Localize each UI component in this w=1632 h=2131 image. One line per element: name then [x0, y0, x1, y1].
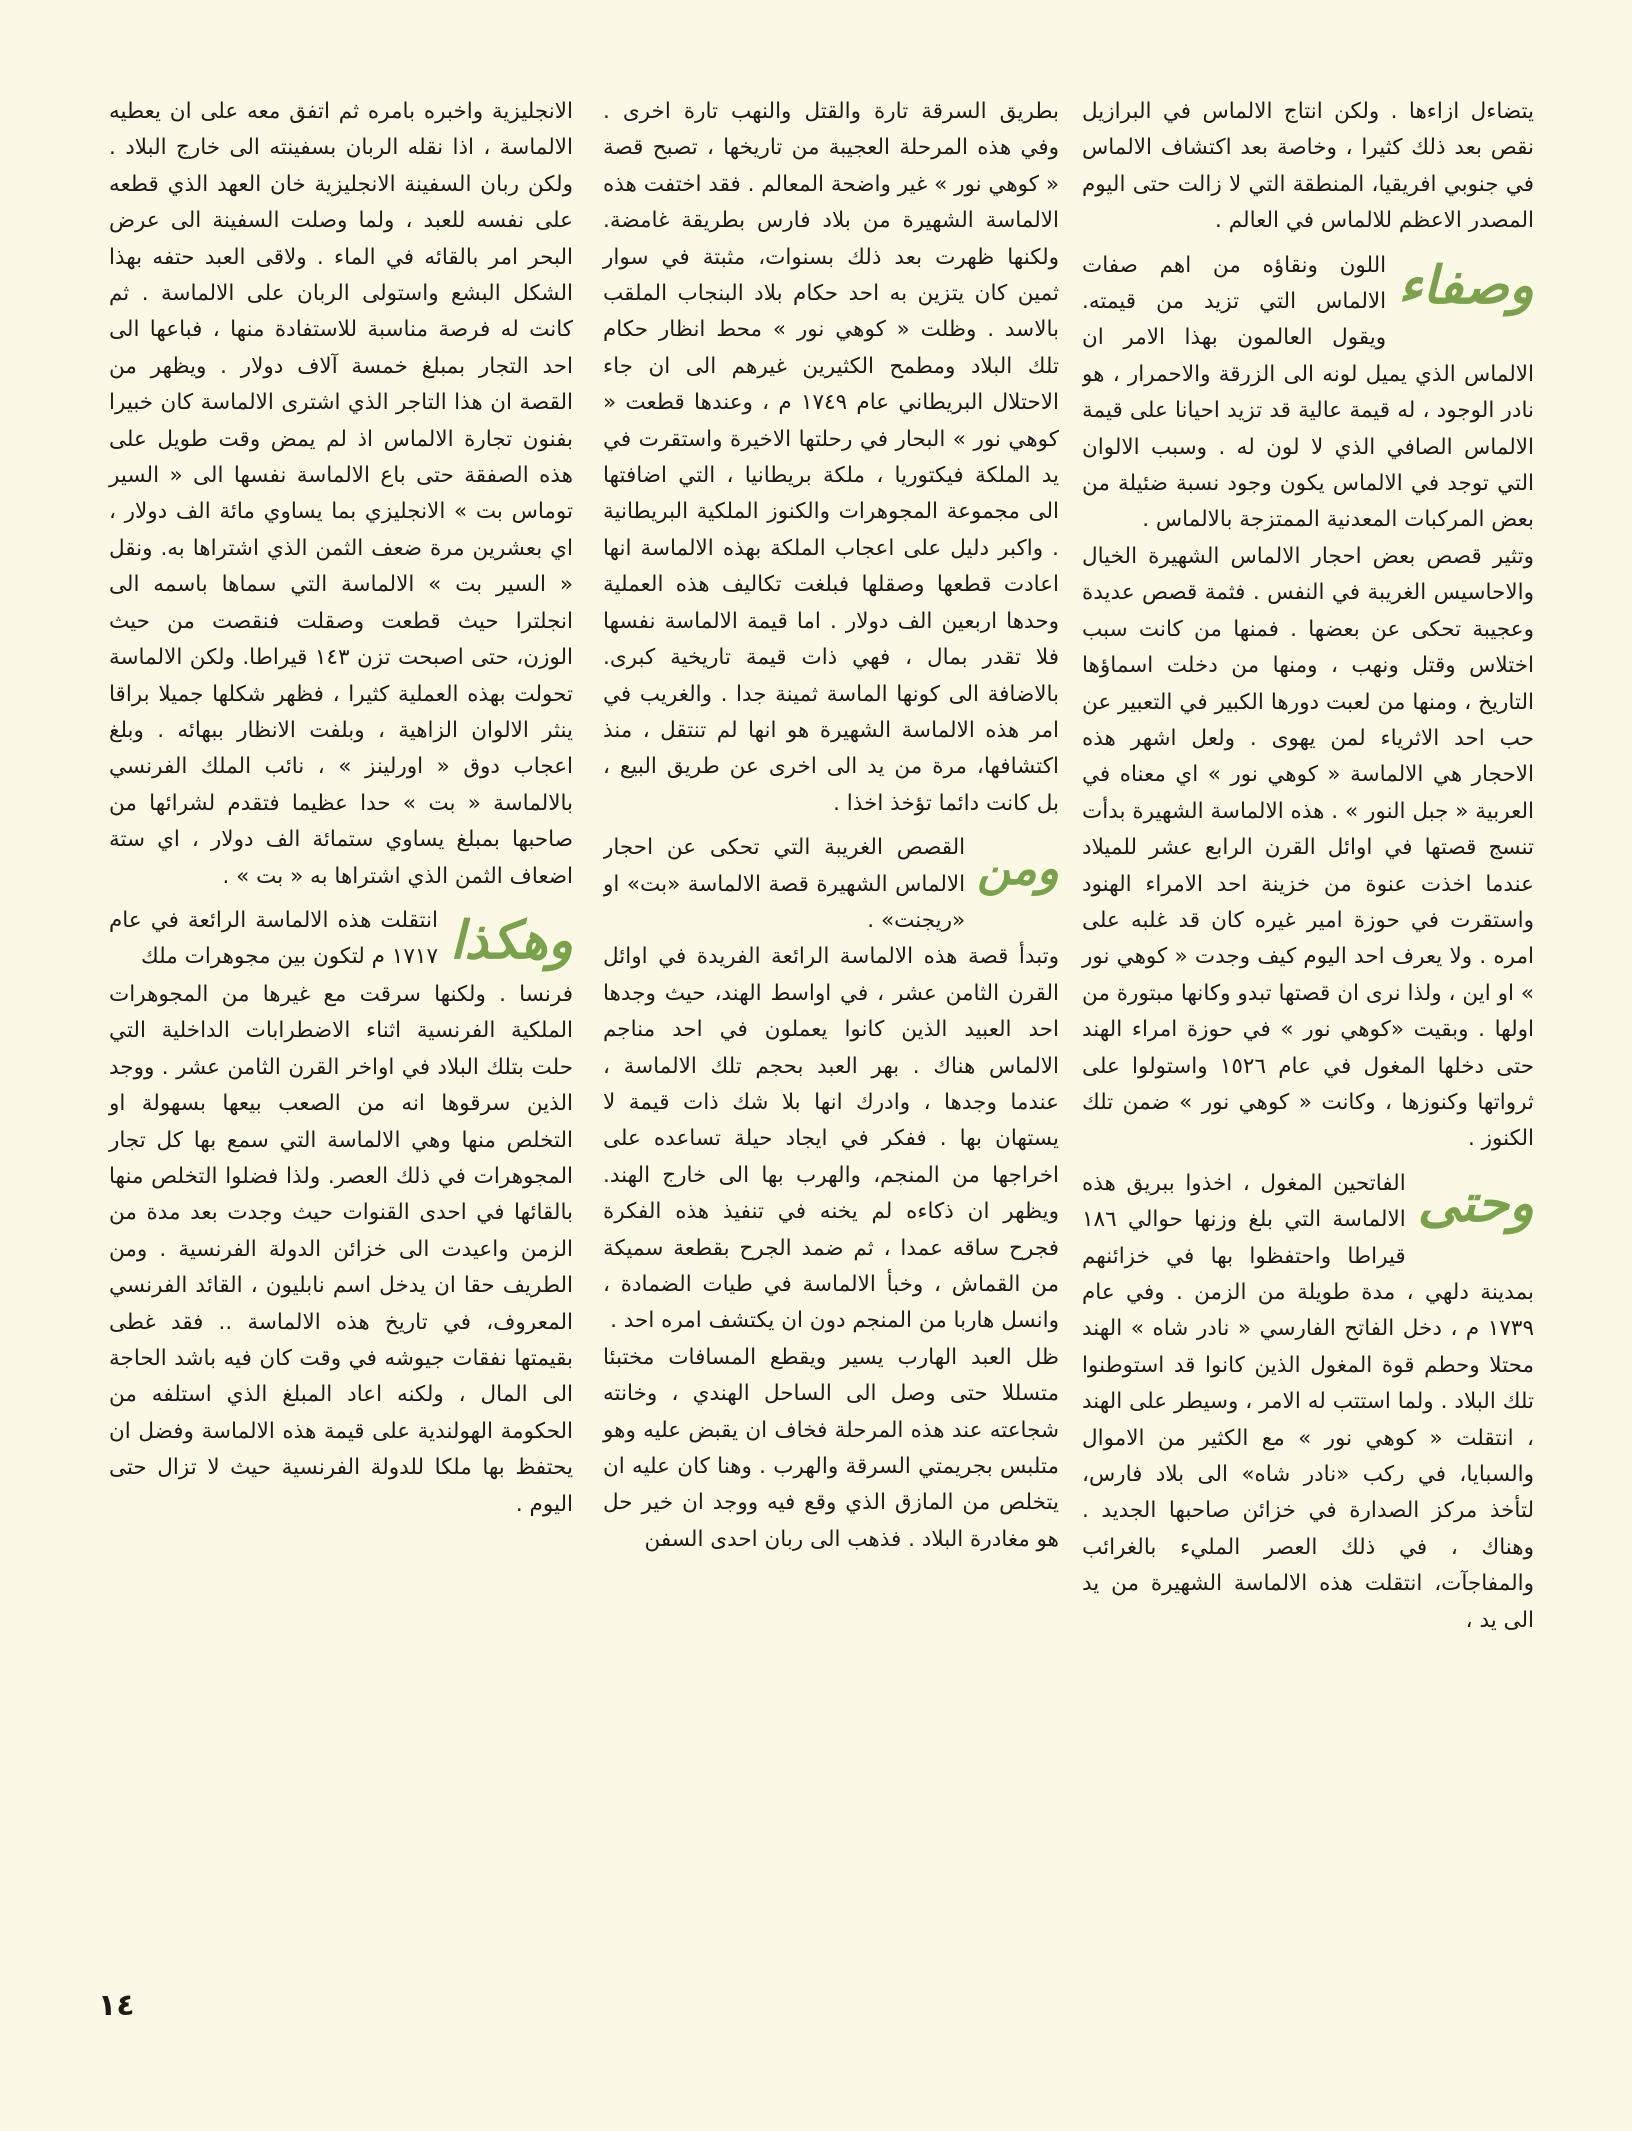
paragraph: وتثير قصص بعض احجار الالماس الشهيرة الخيال والاحاسيس الغريبة في النفس . فثمة قصص عديدة وعجيبة تحكى عن بعضها . فمنها من كانت سبب اختلاس وقتل ونهب ، ومنها من دخلت اسماؤها التاريخ ، ومنها من لعبت دورها الكبير في التعبير عن حب احد الاثرياء لمن يهوى . ولعل اشهر هذه الاحجار هي الالماسة « كوهي نور » اي معناه في العربية « جبل النور » . هذه الالماسة الشهيرة بدأت تنسج قصتها في اوائل القرن الرابع عشر للميلاد عندما اخذت عنوة من خزينة احد الامراء الهنود واستقرت في حوزة امير غيره كان قد غلبه على امره . ولا يعرف احد اليوم كيف وجدت « كوهي نور » او اين ، ولذا نرى ان قصتها تبدو وكانها مبتورة من اولها . وبقيت «كوهي نور » في حوزة امراء الهند حتى دخلها المغول في عام ١٥٢٦ واستولوا على ثرواتها وكنوزها ، وكانت « كوهي نور » ضمن تلك الكنوز .: [1082, 543, 1534, 1152]
paragraph: انتقلت هذه الالماسة الرائعة في عام ١٧١٧ م لتكون بين مجوهرات ملك: [109, 907, 438, 970]
article-column-left: [109, 94, 573, 1523]
section-lead-word: ومن: [977, 841, 1059, 896]
paragraph: الفاتحين المغول ، اخذوا ببريق هذه الالماسة التي بلغ وزنها حوالي ١٨٦ قيراطا واحتفظوا بها في خزائنهم بمدينة دلهي ، مدة طويلة من الزمن . وفي عام ١٧٣٩ م ، دخل الفاتح الفارسي « نادر شاه » الهند محتلا وحطم قوة المغول الذين كانوا قد استوطنوا تلك البلاد . ولما استتب له الامر ، وسيطر على الهند ، انتقلت « كوهي نور » مع الكثير من الاموال والسبايا، في ركب «نادر شاه» الى بلاد فارس، لتأخذ مركز الصدارة في خزائن صاحبها الجديد . وهناك ، في ذلك العصر المليء بالغرائب والمفاجآت، انتقلت هذه الالماسة الشهيرة من يد الى يد ،: [1082, 1170, 1534, 1633]
paragraph: بطريق السرقة تارة والقتل والنهب تارة اخرى . وفي هذه المرحلة العجيبة من تاريخها ، تصبح قصة « كوهي نور » غير واضحة المعالم . فقد اختفت هذه الالماسة الشهيرة من بلاد فارس بطريقة غامضة. ولكنها ظهرت بعد ذلك بسنوات، مثبتة في سوار ثمين كان يتزين به احد حكام بلاد البنجاب الملقب بالاسد . وظلت « كوهي نور » محط انظار حكام تلك البلاد ومطمح الكثيرين غيرهم الى ان جاء الاحتلال البريطاني عام ١٧٤٩ م ، وعندها قطعت « كوهي نور » البحار في رحلتها الاخيرة واستقرت في يد الملكة فيكتوريا ، ملكة بريطانيا ، التي اضافتها الى مجموعة المجوهرات والكنوز الملكية البريطانية . واكبر دليل على اعجاب الملكة بهذه الالماسة انها اعادت قطعها وصقلها فبلغت تكاليف هذه العملية وحدها اربعين الف دولار . اما قيمة الالماسة نفسها فلا تقدر بمال ، فهي ذات قيمة تاريخية كبرى. بالاضافة الى كونها الماسة ثمينة جدا . والغريب في امر هذه الالماسة الشهيرة هو انها لم تنتقل ، منذ اكتشافها، مرة من يد الى اخرى عن طريق البيع ، بل كانت دائما تؤخذ اخذا .: [603, 99, 1059, 816]
paragraph: ظل العبد الهارب يسير ويقطع المسافات مختبئا متسللا حتى وصل الى الساحل الهندي ، وخانته شجاعته عند هذه المرحلة فخاف ان يقبض عليه وهو متلبس بجريمتي السرقة والهرب . وهنا كان عليه ان يتخلص من المازق الذي وقع فيه ووجد ان خير حل هو مغادرة البلاد . فذهب الى ربان احدى السفن: [603, 1344, 1059, 1552]
section-lead-word: وصفاء: [1398, 254, 1534, 316]
page-number: ١٤: [98, 1988, 135, 2023]
article-column-middle: [603, 94, 1059, 1558]
section-clarity: [1082, 248, 1534, 539]
paragraph: فرنسا . ولكنها سرقت مع غيرها من المجوهرات الملكية الفرنسية اثناء الاضطرابات الداخلية التي حلت بتلك البلاد في اواخر القرن الثامن عشر . ووجد الذين سرقوها انه من الصعب بيعها بسهولة او التخلص منها وهي الالماسة التي سمع بها كل تجار المجوهرات في ذلك العصر. ولذا فضلوا التخلص منها بالقائها في احدى القنوات حيث وجدت بعد مدة من الزمن واعيدت الى خزائن الدولة الفرنسية . ومن الطريف حقا ان يدخل اسم نابليون ، القائد الفرنسي المعروف، في تاريخ هذه الالماسة .. فقد غطى بقيمتها نفقات جيوشه في وقت كان فيه باشد الحاجة الى المال ، ولكنه اعاد المبلغ الذي استلفه من الحكومة الهولندية على قيمة هذه الالماسة وفضل ان يحتفظ بها ملكا للدولة الفرنسية حيث لا تزال حتى اليوم .: [109, 981, 573, 1517]
section-conquerors: [1082, 1166, 1534, 1639]
section-lead-word: وهكذا: [450, 909, 573, 971]
paragraph: اللون ونقاؤه من اهم صفات الالماس التي تزيد من قيمته. ويقول العالمون بهذا الامر ان الالماس الذي يميل لونه الى الزرقة والاحمرار ، هو نادر الوجود ، له قيمة عالية قد تزيد احيانا على قيمة الالماس الصافي الذي لا لون له . وسبب الالوان التي توجد في الالماس يكون وجود نسبة ضئيلة من بعض المركبات المعدنية الممتزجة بالالماس .: [1082, 252, 1534, 533]
section-thus: [109, 903, 573, 977]
paragraph: وتبدأ قصة هذه الالماسة الرائعة الفريدة في اوائل القرن الثامن عشر ، في اواسط الهند، حيث وجدها احد العبيد الذين كانوا يعملون في احد مناجم الالماس هناك . بهر العبد بحجم تلك الالماسة ، عندما وجدها ، وادرك انها بلا شك ذات قيمة لا يستهان بها . ففكر في ايجاد حيلة تساعده على اخراجها من المنجم، والهرب بها الى خارج الهند. ويظهر ان ذكاءه لم يخنه في تنفيذ هذه الفكرة فجرح ساقه عمدا ، ثم ضمد الجرح بقطعة سميكة من القماش ، وخبأ الالماسة في طيات الضمادة ، وانسل هاربا من المنجم دون ان يكتشف امره احد .: [603, 944, 1059, 1334]
paragraph: الانجليزية واخبره بامره ثم اتفق معه على ان يعطيه الالماسة ، اذا نقله الربان بسفينته الى خارج البلاد . ولكن ربان السفينة الانجليزية خان العهد الذي قطعه على نفسه للعبد ، ولما وصلت السفينة الى عرض البحر امر بالقائه في الماء . ولاقى العبد حتفه بهذا الشكل البشع واستولى الربان على الالماسة . ثم كانت له فرصة مناسبة للاستفادة منها ، فباعها الى احد التجار بمبلغ خمسة آلاف دولار . ويظهر من القصة ان هذا التاجر الذي اشترى الالماسة كان خبيرا بفنون تجارة الالماس اذ لم يمض وقت طويل على هذه الصفقة حتى باع الالماسة نفسها الى « السير توماس بت » الانجليزي بما يساوي مائة الف دولار ، اي بعشرين مرة ضعف الثمن الذي اشتراها به. ونقل « السير بت » الالماسة التي سماها باسمه الى انجلترا حيث قطعت وصقلت فنقصت من حيث الوزن، حتى اصبحت تزن ١٤٣ قيراطا. ولكن الالماسة تحولت بهذه العملية كثيرا ، فظهر شكلها جميلا براقا ينثر الالوان الزاهية ، وبلفت الانظار ببهائه . وبلغ اعجاب دوق « اورلينز » ، نائب الملك الفرنسي بالالماسة « بت » حدا عظيما فتقدم لشرائها من صاحبها بمبلغ يساوي ستمائة الف دولار ، اي ستة اضعاف الثمن الذي اشتراها به « بت » .: [109, 99, 573, 889]
paragraph: القصص الغريبة التي تحكى عن احجار الالماس الشهيرة قصة الالماسة «بت» او «ريجنت» .: [603, 835, 966, 933]
section-lead-word: وحتى: [1417, 1172, 1534, 1234]
article-column-right: [1082, 94, 1534, 1639]
section-pitt-diamond: [603, 830, 1059, 939]
paragraph: يتضاءل ازاءها . ولكن انتاج الالماس في البرازيل نقص بعد ذلك كثيرا ، وخاصة بعد اكتشاف الالماس في جنوبي افريقيا، المنطقة التي لا زالت حتى اليوم المصدر الاعظم للالماس في العالم .: [1082, 99, 1534, 234]
